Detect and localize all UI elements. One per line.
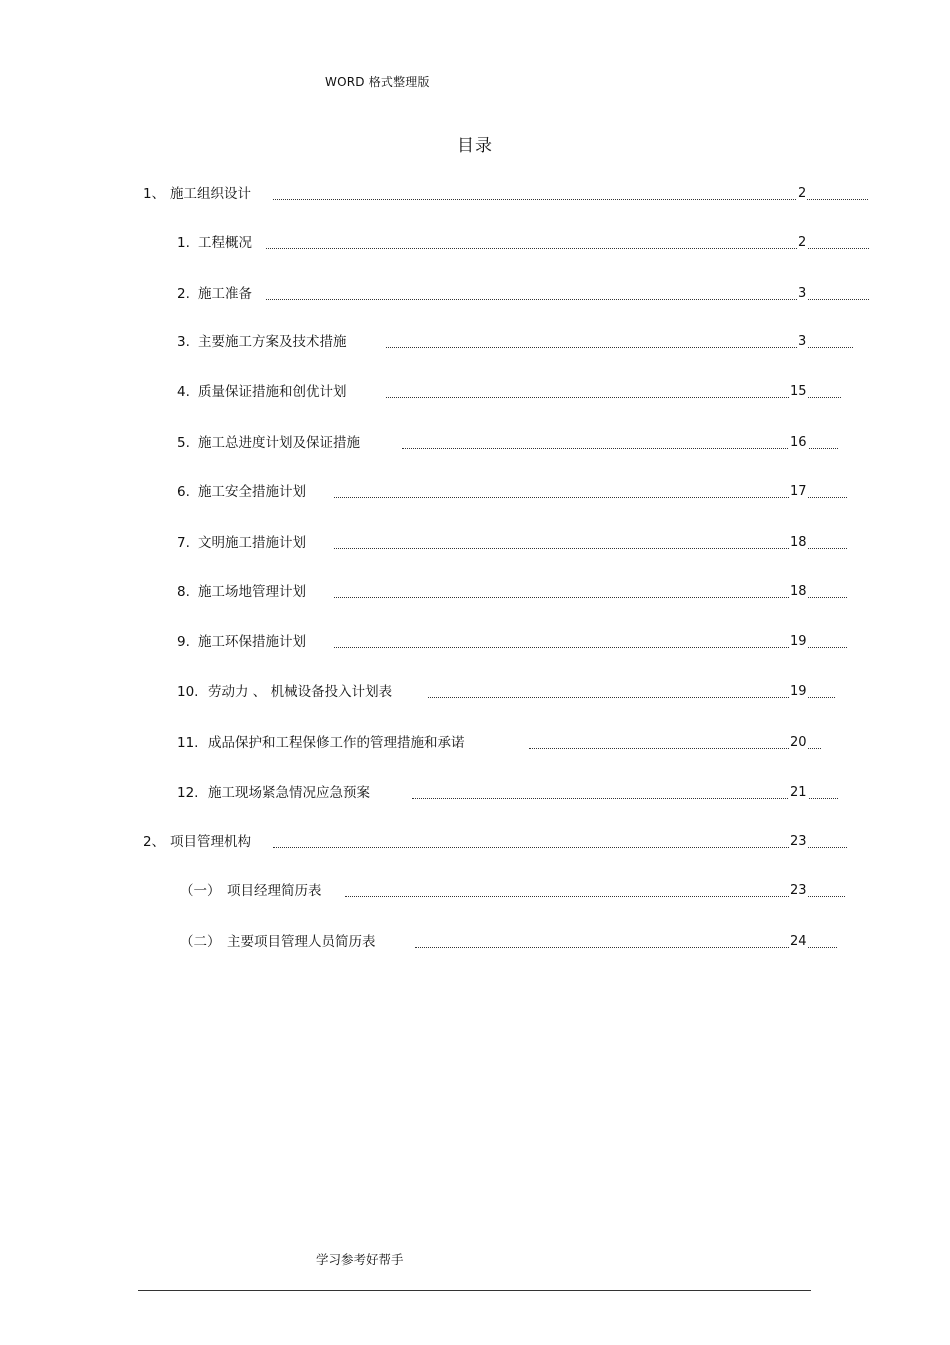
toc-entry[interactable] (0, 432, 950, 454)
toc-entry[interactable] (0, 532, 950, 554)
toc-entry-label: 主要项目管理人员简历表 (227, 934, 376, 950)
toc-entry-page: 18 (789, 581, 808, 603)
toc-entry-label: 质量保证措施和创优计划 (198, 384, 347, 400)
toc-entry-label: 项目管理机构 (170, 834, 251, 850)
toc-title: 目录 (457, 136, 493, 156)
toc-entry-page: 17 (789, 481, 808, 503)
toc-entry-number: 6. (177, 484, 190, 500)
toc-leader-dots (402, 438, 838, 449)
toc-entry-page: 2 (797, 232, 807, 254)
toc-entry-number: 12. (177, 785, 199, 801)
toc-entry-label: 施工场地管理计划 (198, 584, 306, 600)
toc-entry-number: （一） (180, 883, 221, 899)
toc-entry[interactable] (0, 331, 950, 353)
toc-entry-page: 24 (789, 931, 808, 953)
toc-entry[interactable] (0, 782, 950, 804)
toc-entry-number: 7. (177, 535, 190, 551)
toc-entry-number: 4. (177, 384, 190, 400)
toc-leader-dots (415, 937, 837, 948)
toc-leader-dots (273, 189, 868, 200)
toc-entry[interactable] (0, 880, 950, 902)
toc-leader-dots (266, 289, 869, 300)
toc-entry-label: 施工准备 (198, 286, 252, 302)
toc-entry[interactable] (0, 581, 950, 603)
toc-leader-dots (428, 687, 835, 698)
toc-leader-dots (412, 788, 838, 799)
toc-entry-page: 15 (789, 381, 808, 403)
toc-entry-number: 2. (177, 286, 190, 302)
page-header: WORD 格式整理版 (325, 75, 430, 89)
toc-entry-number: 2、 (143, 834, 166, 850)
toc-leader-dots (334, 538, 847, 549)
toc-entry-page: 3 (797, 283, 807, 305)
toc-entry-label: 施工现场紧急情况应急预案 (208, 785, 370, 801)
toc-entry-number: 5. (177, 435, 190, 451)
page-footer: 学习参考好帮手 (316, 1252, 404, 1267)
toc-entry-label: 主要施工方案及技术措施 (198, 334, 347, 350)
toc-entry-number: （二） (180, 934, 221, 950)
toc-entry-number: 1. (177, 235, 190, 251)
toc-leader-dots (386, 337, 853, 348)
toc-entry-page: 18 (789, 532, 808, 554)
toc-entry-label: 施工总进度计划及保证措施 (198, 435, 360, 451)
toc-entry-page: 20 (789, 732, 808, 754)
toc-entry-label: 工程概况 (198, 235, 252, 251)
toc-entry-label: 施工环保措施计划 (198, 634, 306, 650)
toc-entry-number: 3. (177, 334, 190, 350)
toc-entry[interactable] (0, 283, 950, 305)
toc-leader-dots (386, 387, 841, 398)
toc-entry-number: 1、 (143, 186, 166, 202)
toc-entry-label: 文明施工措施计划 (198, 535, 306, 551)
toc-entry-page: 2 (797, 183, 807, 205)
toc-entry[interactable] (0, 732, 950, 754)
toc-entry-number: 9. (177, 634, 190, 650)
toc-entry-page: 19 (789, 681, 808, 703)
toc-entry-number: 11. (177, 735, 199, 751)
toc-leader-dots (345, 886, 845, 897)
toc-entry-page: 23 (789, 831, 808, 853)
toc-entry-page: 19 (789, 631, 808, 653)
toc-entry[interactable] (0, 381, 950, 403)
toc-leader-dots (334, 487, 847, 498)
toc-leader-dots (266, 238, 869, 249)
toc-entry-label: 劳动力 、 机械设备投入计划表 (208, 684, 393, 700)
toc-leader-dots (334, 637, 847, 648)
toc-entry[interactable] (0, 831, 950, 853)
toc-entry[interactable] (0, 681, 950, 703)
toc-entry[interactable] (0, 481, 950, 503)
toc-entry-number: 10. (177, 684, 199, 700)
toc-entry[interactable] (0, 232, 950, 254)
toc-entry-label: 成品保护和工程保修工作的管理措施和承诺 (208, 735, 465, 751)
toc-entry-page: 16 (789, 432, 808, 454)
toc-leader-dots (529, 738, 821, 749)
toc-entry[interactable] (0, 183, 950, 205)
toc-entry-page: 3 (797, 331, 807, 353)
toc-entry[interactable] (0, 631, 950, 653)
toc-entry-number: 8. (177, 584, 190, 600)
toc-entry-page: 21 (789, 782, 808, 804)
toc-entry[interactable] (0, 931, 950, 953)
toc-leader-dots (273, 837, 847, 848)
toc-entry-label: 施工组织设计 (170, 186, 251, 202)
toc-leader-dots (334, 587, 847, 598)
toc-entry-label: 项目经理简历表 (227, 883, 322, 899)
toc-entry-page: 23 (789, 880, 808, 902)
toc-entry-label: 施工安全措施计划 (198, 484, 306, 500)
footer-divider (138, 1290, 811, 1291)
